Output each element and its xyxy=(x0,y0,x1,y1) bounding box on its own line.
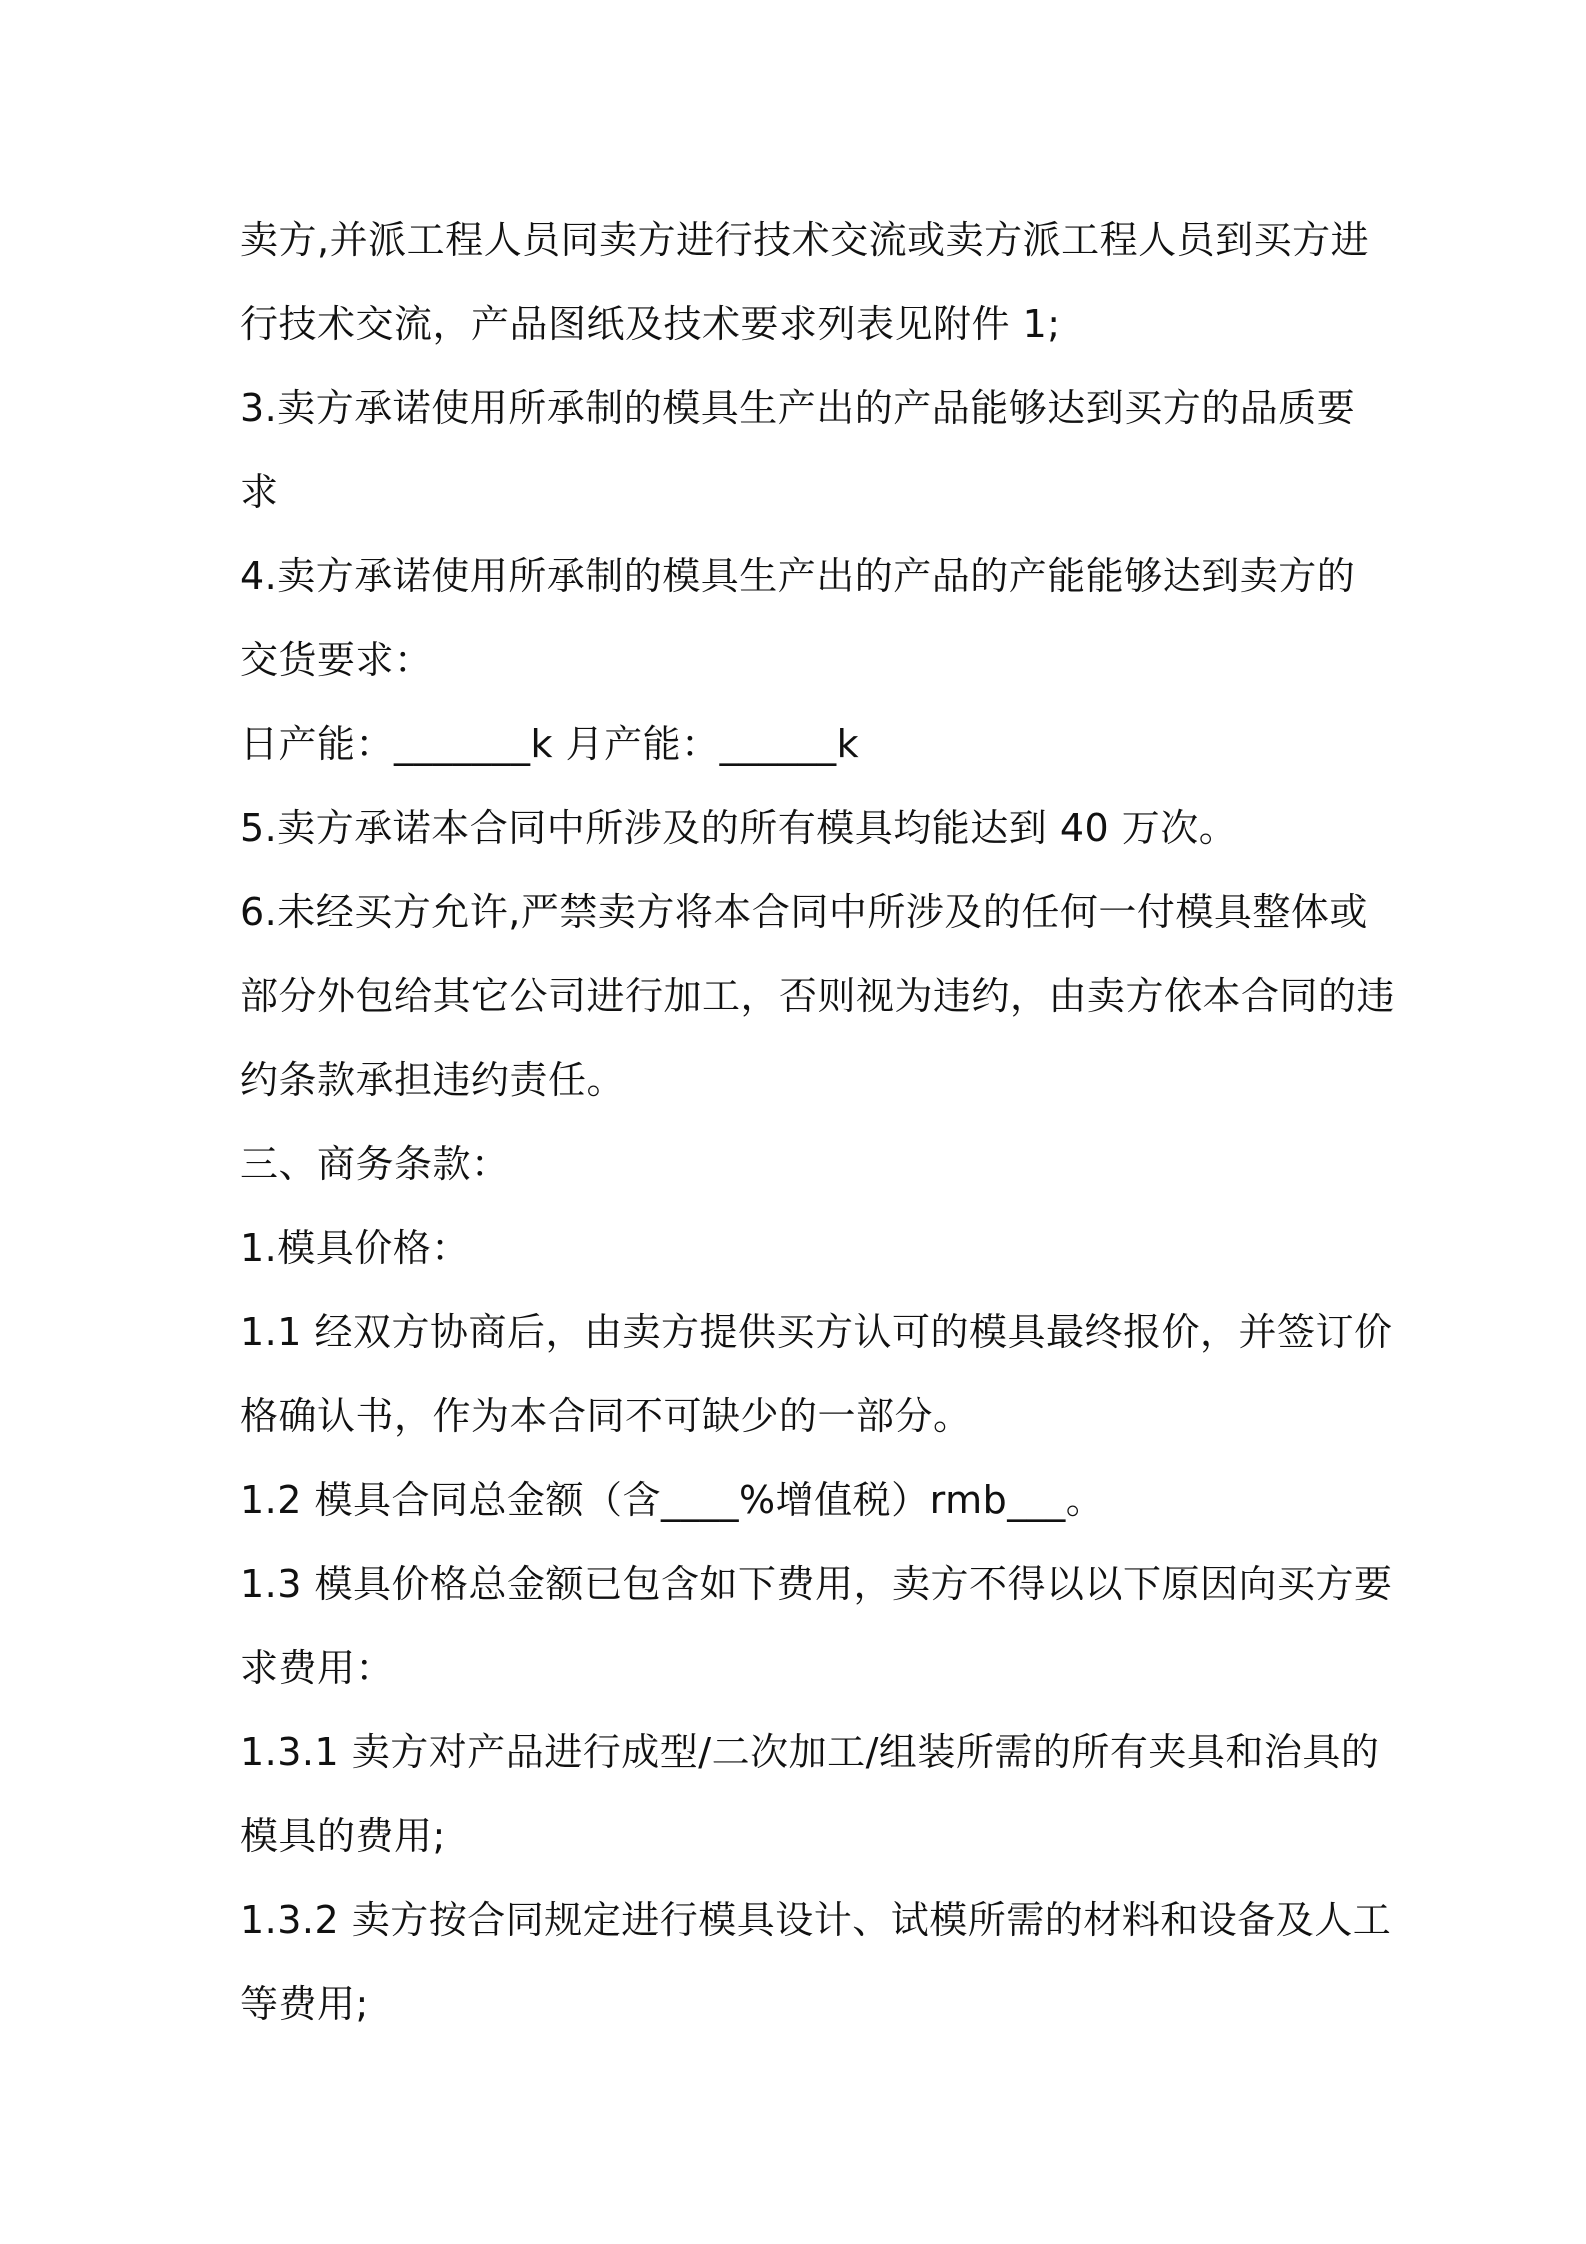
text-line: 卖方,并派工程人员同卖方进行技术交流或卖方派工程人员到买方进 xyxy=(240,218,1370,262)
text-line: 1.1 经双方协商后，由卖方提供买方认可的模具最终报价，并签订价 xyxy=(240,1310,1393,1354)
text-line: 5.卖方承诺本合同中所涉及的所有模具均能达到 40 万次。 xyxy=(240,806,1238,850)
text-line: 1.3.1 卖方对产品进行成型/二次加工/组装所需的所有夹具和治具的 xyxy=(240,1730,1380,1774)
text-line: 求费用： xyxy=(240,1646,395,1690)
text-line: 1.3 模具价格总金额已包含如下费用，卖方不得以以下原因向买方要 xyxy=(240,1562,1393,1606)
text-line: 日产能：_______k 月产能：______k xyxy=(240,722,860,766)
text-line: 6.未经买方允许,严禁卖方将本合同中所涉及的任何一付模具整体或 xyxy=(240,890,1368,934)
document-body xyxy=(240,198,1396,2046)
text-line: 3.卖方承诺使用所承制的模具生产出的产品能够达到买方的品质要 xyxy=(240,386,1356,430)
text-line: 1.2 模具合同总金额（含____%增值税）rmb___。 xyxy=(240,1478,1105,1522)
section-heading: 三、商务条款： xyxy=(240,1142,510,1186)
text-line: 格确认书，作为本合同不可缺少的一部分。 xyxy=(240,1394,972,1438)
text-line: 1.3.2 卖方按合同规定进行模具设计、试模所需的材料和设备及人工 xyxy=(240,1898,1392,1942)
text-line: 求 xyxy=(240,470,279,514)
text-line: 等费用; xyxy=(240,1982,369,2026)
text-line: 4.卖方承诺使用所承制的模具生产出的产品的产能能够达到卖方的 xyxy=(240,554,1356,598)
text-line: 交货要求： xyxy=(240,638,433,682)
text-line: 1.模具价格： xyxy=(240,1226,470,1270)
text-line: 约条款承担违约责任。 xyxy=(240,1058,626,1102)
text-line: 行技术交流，产品图纸及技术要求列表见附件 1; xyxy=(240,302,1061,346)
text-line: 部分外包给其它公司进行加工，否则视为违约，由卖方依本合同的违 xyxy=(240,974,1396,1018)
text-line: 模具的费用; xyxy=(240,1814,446,1858)
